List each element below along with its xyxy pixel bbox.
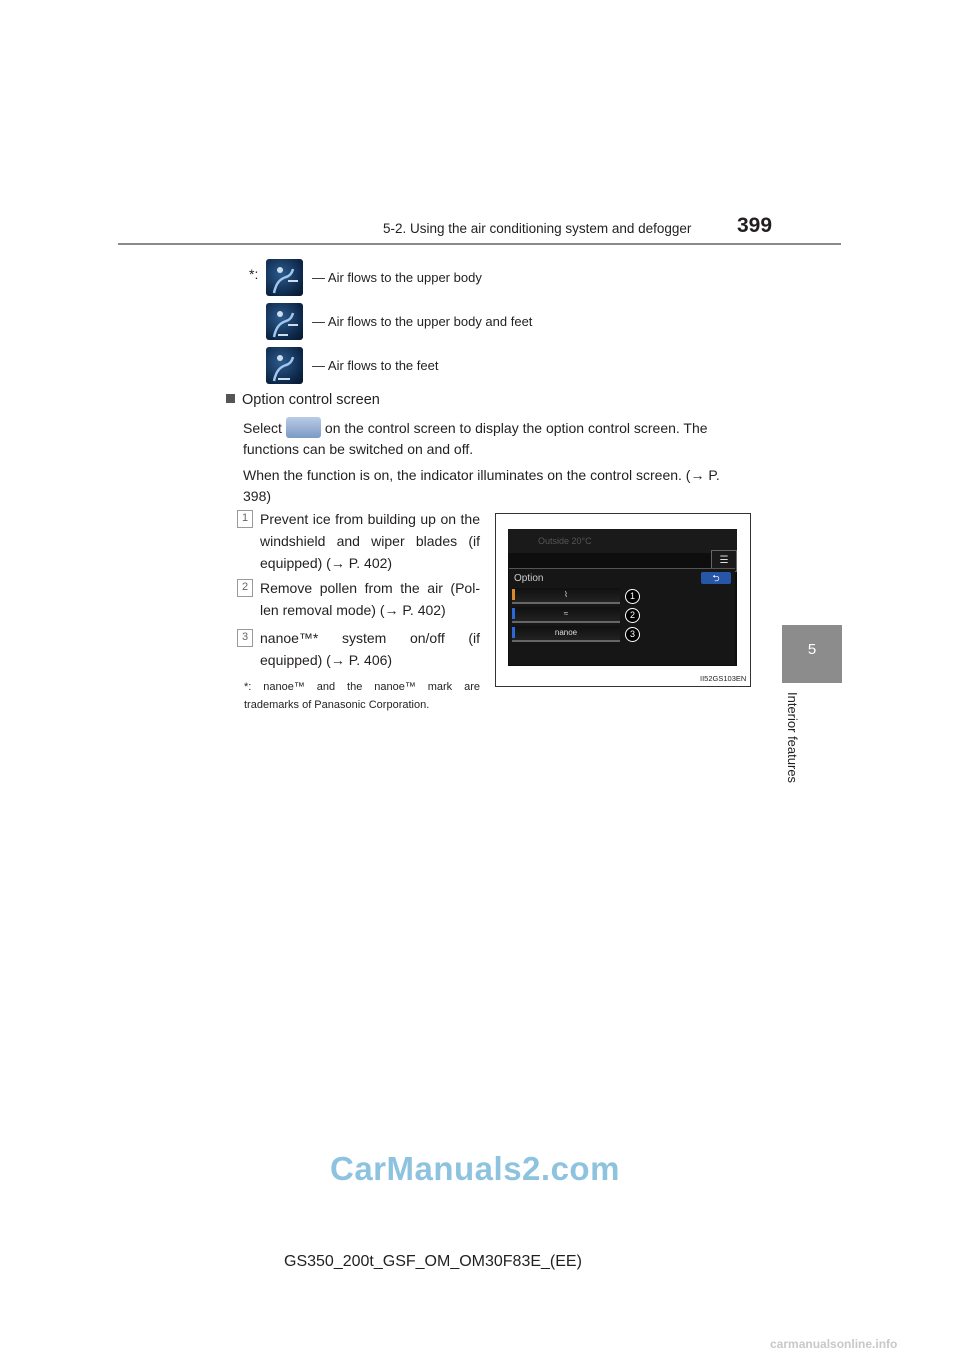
option-panel [509, 568, 735, 665]
item-text-3: nanoe™* system on/off (if equipped) (→ P. 406) [260, 630, 480, 668]
item-text-2: Remove pollen from the air (Pol-len removal mode) (→ P. 402) [260, 580, 480, 618]
legend-marker: *: [249, 266, 259, 282]
option-row-windshield-deicer: ⌇ [512, 588, 620, 604]
section-title: 5-2. Using the air conditioning system and defogger [383, 221, 692, 236]
document-id: GS350_200t_GSF_OM_OM30F83E_(EE) [284, 1253, 582, 1270]
item-number-3: 3 [237, 629, 253, 647]
option-paragraph-2: When the function is on, the indicator illuminates on the control screen. (→ P. 398) [243, 467, 720, 504]
display-screen [508, 529, 737, 666]
option-list-button-icon [286, 417, 321, 438]
option-screen-illustration [495, 513, 751, 687]
legend-text-upper-body-feet: — Air flows to the upper body and feet [312, 314, 533, 329]
heading-bullet-icon [226, 394, 235, 403]
airflow-feet-icon [266, 347, 303, 384]
screen-status-bar: Outside 20°C [508, 529, 737, 553]
option-row-nanoe: nanoe [512, 626, 620, 642]
footnote: *: nanoe™ and the nanoe™ mark are trademarks of Panasonic Corporation. [244, 681, 480, 711]
watermark-url: carmanualsonline.info [770, 1337, 898, 1351]
option-title: Option [514, 573, 544, 584]
image-code: II52GS103EN [700, 674, 747, 683]
callout-1: 1 [625, 589, 640, 604]
option-row-pollen: ≈ [512, 607, 620, 623]
item-text-1: Prevent ice from building up on the windshield and wiper blades (if equipped) (→ P. 402) [260, 511, 480, 571]
legend-text-upper-body: — Air flows to the upper body [312, 270, 482, 285]
page-number: 399 [737, 214, 773, 237]
section-heading: Option control screen [226, 392, 380, 408]
item-number-2: 2 [237, 579, 253, 597]
option-paragraph-1: Select on the control screen to display the option control screen. The functions can be switched on and off. [243, 417, 746, 460]
airflow-upper-body-icon [266, 259, 303, 296]
back-icon: ⮌ [701, 572, 731, 584]
callout-3: 3 [625, 627, 640, 642]
header-divider [118, 243, 841, 245]
watermark-logo: CarManuals2.com [330, 1150, 620, 1187]
airflow-upper-body-feet-icon [266, 303, 303, 340]
callout-2: 2 [625, 608, 640, 623]
item-number-1: 1 [237, 510, 253, 528]
chapter-number: 5 [807, 641, 817, 658]
list-tab-icon: ☰ [711, 550, 737, 572]
legend-text-feet: — Air flows to the feet [312, 358, 439, 373]
